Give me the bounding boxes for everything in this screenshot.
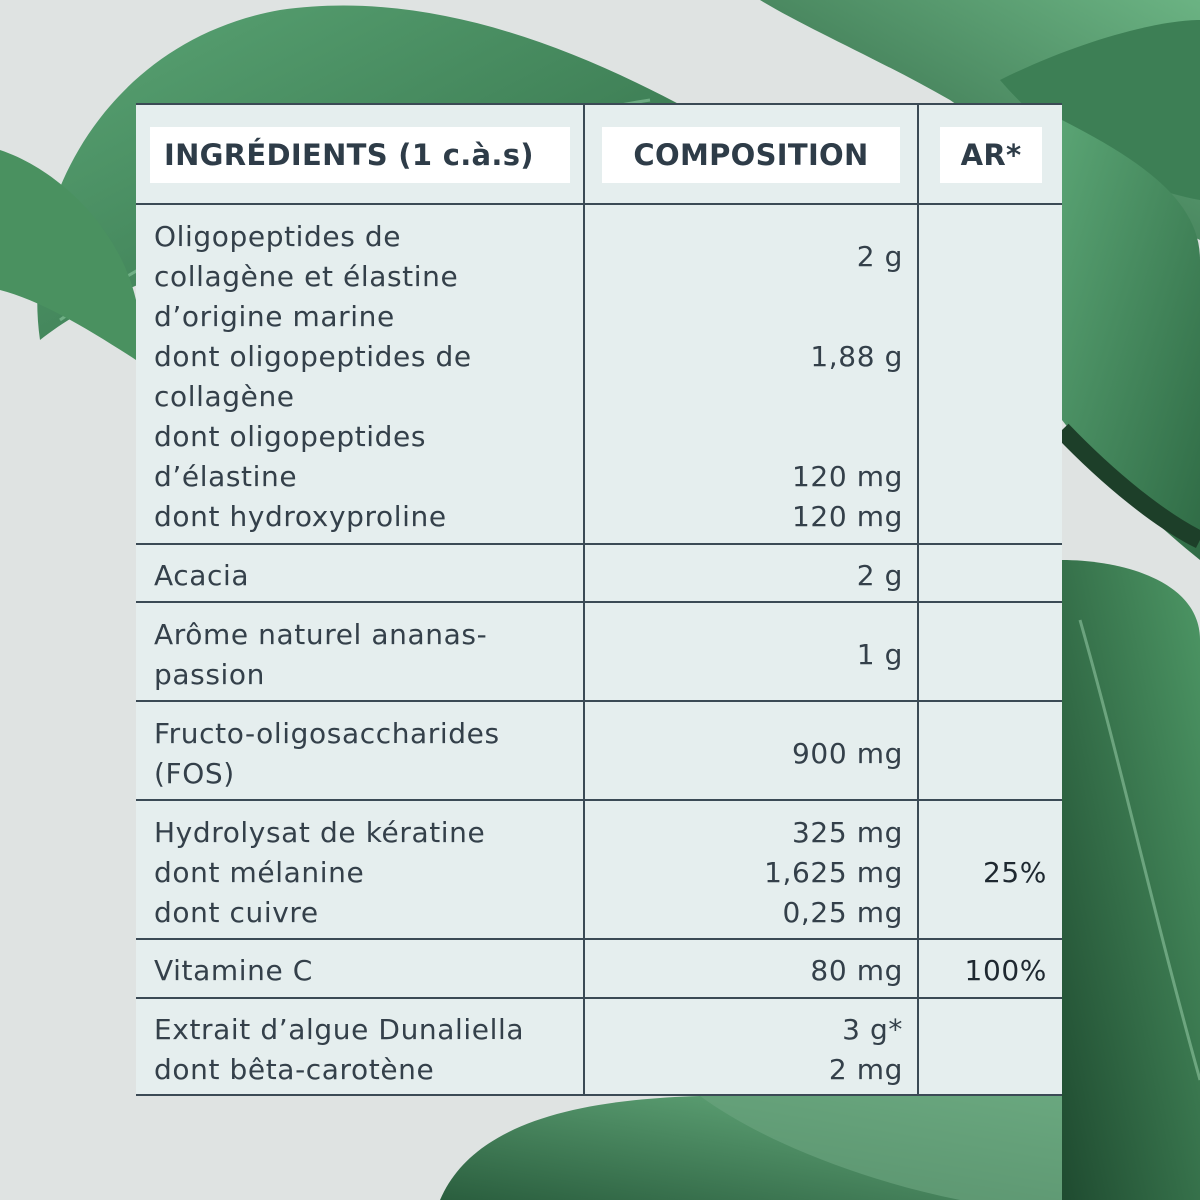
composition-value: 2 mg [828, 1053, 903, 1086]
ingredient-line: d’origine marine [154, 300, 395, 333]
header-composition [602, 127, 900, 183]
row-4-composition [585, 734, 903, 774]
row-3-composition [585, 635, 903, 675]
row-divider [136, 601, 1062, 603]
row-5-ar [921, 853, 1047, 893]
ingredient-line: collagène [154, 380, 295, 413]
row-divider [136, 799, 1062, 801]
ingredient-line: Arôme naturel ananas- [154, 618, 488, 651]
ingredient-line: collagène et élastine [154, 260, 459, 293]
row-6-ar [921, 951, 1047, 991]
row-4-ingredient [154, 714, 574, 794]
composition-value: 80 mg [810, 954, 903, 987]
ingredient-line: dont oligopeptides [154, 420, 427, 453]
row-7-composition [585, 1010, 903, 1090]
row-1-ingredient [154, 217, 574, 537]
composition-value: 325 mg [792, 816, 903, 849]
row-3-ingredient [154, 615, 574, 695]
header-ingredients-label: INGRÉDIENTS (1 c.à.s) [164, 138, 534, 172]
composition-value: 2 g [856, 240, 903, 273]
row-6-composition [585, 951, 903, 991]
row-1-composition-a [585, 237, 903, 277]
ingredient-line: passion [154, 658, 265, 691]
row-divider [136, 938, 1062, 940]
ar-value: 100% [964, 954, 1047, 987]
row-2-ingredient [154, 556, 574, 596]
ingredient-line: dont oligopeptides de [154, 340, 472, 373]
ingredients-table [136, 103, 1062, 1096]
composition-value: 120 mg [792, 460, 903, 493]
ingredient-line: Vitamine C [154, 954, 313, 987]
ingredient-line: Extrait d’algue Dunaliella [154, 1013, 525, 1046]
composition-value: 2 g [856, 559, 903, 592]
header-ar [940, 127, 1042, 183]
ingredient-line: d’élastine [154, 460, 298, 493]
ingredient-line: dont cuivre [154, 896, 319, 929]
ar-value: 25% [982, 856, 1047, 889]
composition-value: 3 g* [842, 1013, 903, 1046]
row-divider [136, 700, 1062, 702]
composition-value: 0,25 mg [782, 896, 903, 929]
header-composition-label: COMPOSITION [633, 138, 869, 172]
row-divider [136, 543, 1062, 545]
ingredient-line: (FOS) [154, 757, 235, 790]
header-ingredients [150, 127, 570, 183]
row-5-ingredient [154, 813, 574, 933]
row-1-composition-c [585, 457, 903, 537]
row-divider [136, 997, 1062, 999]
row-divider [136, 203, 1062, 205]
row-5-composition [585, 813, 903, 933]
ingredient-line: dont hydroxyproline [154, 500, 447, 533]
composition-value: 1 g [856, 638, 903, 671]
ingredient-line: dont mélanine [154, 856, 365, 889]
composition-value: 120 mg [792, 500, 903, 533]
row-1-composition-b [585, 337, 903, 377]
composition-value: 1,88 g [810, 340, 903, 373]
row-2-composition [585, 556, 903, 596]
row-6-ingredient [154, 951, 574, 991]
column-divider [917, 105, 919, 1094]
composition-value: 900 mg [792, 737, 903, 770]
ingredient-line: Fructo-oligosaccharides [154, 717, 500, 750]
header-ar-label: AR* [960, 138, 1022, 172]
ingredient-line: dont bêta-carotène [154, 1053, 435, 1086]
ingredient-line: Acacia [154, 559, 250, 592]
row-7-ingredient [154, 1010, 574, 1090]
composition-value: 1,625 mg [764, 856, 903, 889]
ingredient-line: Hydrolysat de kératine [154, 816, 486, 849]
ingredient-line: Oligopeptides de [154, 220, 402, 253]
